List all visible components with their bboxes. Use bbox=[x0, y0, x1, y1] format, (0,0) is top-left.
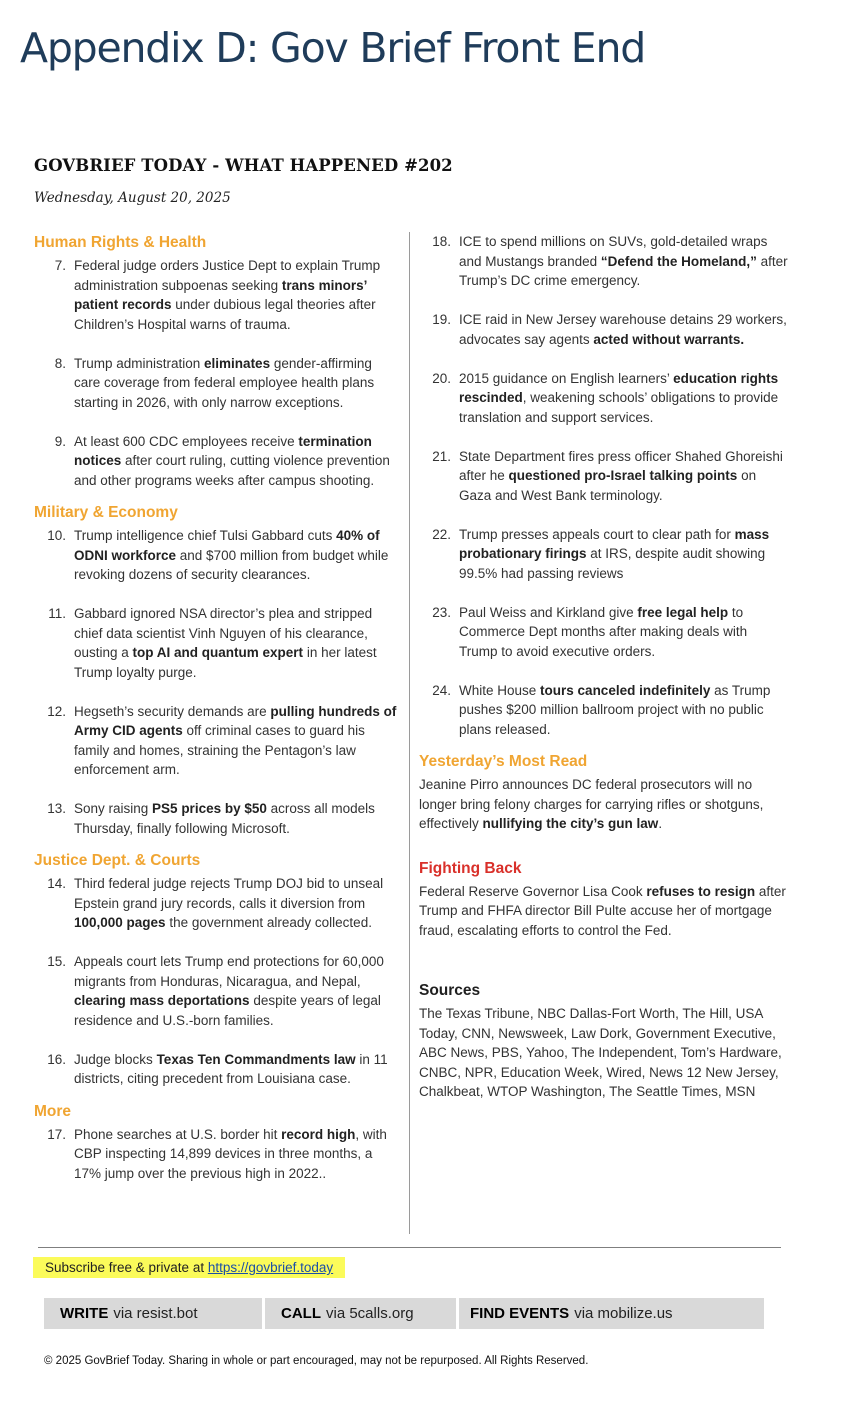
section-heading: Human Rights & Health bbox=[34, 234, 207, 251]
most-read-text: Jeanine Pirro announces DC federal prosecutors will no longer bring felony charges for carrying rifles or shotguns, effectively nullifying the city’s gun law. bbox=[419, 777, 764, 831]
news-item bbox=[34, 702, 400, 780]
right-column bbox=[419, 232, 789, 1102]
item-number: 9. bbox=[54, 433, 66, 449]
section-more bbox=[34, 1101, 400, 1184]
news-item bbox=[419, 310, 789, 349]
section-fighting-back bbox=[419, 858, 789, 941]
item-number: 22. bbox=[432, 526, 451, 542]
section-heading: Sources bbox=[419, 982, 481, 999]
item-text: ICE to spend millions on SUVs, gold-detailed wraps and Mustangs branded “Defend the Homeland,” after Trump’s DC crime emergency. bbox=[459, 234, 788, 288]
item-number: 16. bbox=[47, 1051, 66, 1067]
section-heading: More bbox=[34, 1102, 72, 1120]
item-text: Hegseth’s security demands are pulling hundreds of Army CID agents off criminal cases to guard his family and homes, straining the Pentagon’s law enforcement arm. bbox=[74, 703, 397, 777]
action-rest: via 5calls.org bbox=[326, 1305, 414, 1322]
item-text: Paul Weiss and Kirkland give free legal help to Commerce Dept months after making deals with Trump to avoid executive orders. bbox=[459, 604, 748, 659]
item-number: 20. bbox=[432, 370, 451, 386]
item-number: 10. bbox=[47, 528, 66, 543]
section-heading: Fighting Back bbox=[419, 859, 522, 877]
item-number: 12. bbox=[47, 703, 66, 719]
subscribe-link[interactable]: https://govbrief.today bbox=[207, 1260, 334, 1275]
section-heading: Military & Economy bbox=[34, 504, 178, 521]
news-item bbox=[419, 369, 789, 428]
news-item bbox=[34, 256, 400, 334]
action-bar bbox=[44, 1298, 764, 1329]
sources-text: The Texas Tribune, NBC Dallas-Fort Worth, The Hill, USA Today, CNN, Newsweek, Law Dork, Government Executive, ABC News, PBS, Yahoo, The Independent, Tom’s Hardware, CNBC, NPR, Education Week, Wired, News 12 New Jersey, Chalkbeat, WTOP Washington, The Seattle Times, MSN bbox=[419, 1006, 782, 1099]
item-text: White House tours canceled indefinitely as Trump pushes $200 million ballroom project with no public plans released. bbox=[459, 682, 771, 737]
item-text: Judge blocks Texas Ten Commandments law in 11 districts, citing precedent from Louisiana case. bbox=[74, 1051, 388, 1086]
item-number: 7. bbox=[54, 258, 66, 273]
item-text: Phone searches at U.S. border hit record high, with CBP inspecting 14,899 devices in three months, a 17% jump over the previous high in 2022.. bbox=[74, 1126, 387, 1181]
news-item bbox=[419, 603, 789, 662]
item-number: 14. bbox=[47, 876, 66, 891]
news-item bbox=[34, 874, 400, 933]
news-item bbox=[419, 681, 789, 740]
newsletter-date: Wednesday, August 20, 2025 bbox=[34, 190, 231, 206]
fighting-back-text: Federal Reserve Governor Lisa Cook refuses to resign after Trump and FHFA director Bill Pulte accuse her of mortgage fraud, escalating efforts to control the Fed. bbox=[419, 883, 786, 938]
news-item bbox=[34, 354, 400, 413]
item-number: 21. bbox=[432, 448, 451, 464]
call-action[interactable] bbox=[265, 1298, 456, 1329]
section-heading: Yesterday’s Most Read bbox=[419, 753, 588, 770]
news-item bbox=[34, 432, 400, 491]
item-number: 23. bbox=[432, 604, 451, 620]
action-verb: FIND EVENTS bbox=[470, 1305, 570, 1322]
section-heading: Justice Dept. & Courts bbox=[34, 852, 201, 869]
item-text: Trump administration eliminates gender-affirming care coverage from federal employee health plans starting in 2026, with only narrow exceptions. bbox=[74, 355, 375, 410]
item-number: 17. bbox=[47, 1126, 66, 1142]
item-text: Trump presses appeals court to clear path for mass probationary firings at IRS, despite audit showing 99.5% had passing reviews bbox=[459, 526, 770, 581]
action-rest: via mobilize.us bbox=[574, 1305, 673, 1322]
item-number: 13. bbox=[47, 801, 66, 816]
news-item bbox=[34, 604, 400, 682]
item-text: Sony raising PS5 prices by $50 across all models Thursday, finally following Microsoft. bbox=[74, 801, 375, 836]
item-text: Trump intelligence chief Tulsi Gabbard cuts 40% of ODNI workforce and $700 million from budget while revoking dozens of security clearances. bbox=[74, 528, 389, 582]
section-military bbox=[34, 502, 400, 838]
item-text: Third federal judge rejects Trump DOJ bid to unseal Epstein grand jury records, calls it diversion from 100,000 pages the government already collected. bbox=[74, 876, 384, 930]
left-column bbox=[34, 232, 400, 1183]
column-divider bbox=[409, 232, 410, 1234]
newsletter-title: GOVBRIEF TODAY - WHAT HAPPENED #202 bbox=[34, 156, 453, 175]
item-text: ICE raid in New Jersey warehouse detains 29 workers, advocates say agents acted without warrants. bbox=[459, 312, 787, 347]
news-item bbox=[419, 525, 789, 584]
item-number: 8. bbox=[54, 355, 66, 371]
news-item bbox=[34, 952, 400, 1030]
write-action[interactable] bbox=[44, 1298, 262, 1329]
item-number: 24. bbox=[432, 682, 451, 698]
find-events-action[interactable] bbox=[459, 1298, 764, 1329]
section-human-rights bbox=[34, 232, 400, 490]
copyright-footer: © 2025 GovBrief Today. Sharing in whole or part encouraged, may not be repurposed. All Rights Reserved. bbox=[44, 1355, 589, 1367]
item-text: Gabbard ignored NSA director’s plea and stripped chief data scientist Vinh Nguyen of his clearance, ousting a top AI and quantum expert in her latest Trump loyalty purge. bbox=[74, 606, 377, 680]
item-text: Appeals court lets Trump end protections for 60,000 migrants from Honduras, Nicaragua, and Nepal, clearing mass deportations despite years of legal residence and U.S.-born families. bbox=[74, 954, 384, 1028]
appendix-title: Appendix D: Gov Brief Front End bbox=[20, 24, 646, 72]
subscribe-text: Subscribe free & private at bbox=[45, 1260, 208, 1275]
action-verb: CALL bbox=[281, 1305, 321, 1322]
news-item bbox=[34, 526, 400, 585]
item-text: At least 600 CDC employees receive termination notices after court ruling, cutting violence prevention and other programs weeks after campus shooting. bbox=[74, 433, 390, 488]
item-number: 15. bbox=[47, 954, 66, 969]
item-text: Federal judge orders Justice Dept to explain Trump administration subpoenas seeking trans minors’ patient records under dubious legal theories after Children’s Hospital warns of trauma. bbox=[74, 258, 381, 332]
action-rest: via resist.bot bbox=[113, 1305, 198, 1322]
news-item bbox=[34, 1050, 400, 1089]
item-number: 19. bbox=[432, 312, 451, 327]
item-number: 11. bbox=[48, 606, 66, 621]
subscribe-banner bbox=[33, 1257, 345, 1278]
item-text: 2015 guidance on English learners’ education rights rescinded, weakening schools’ obligations to provide translation and support services. bbox=[459, 370, 779, 425]
section-most-read bbox=[419, 751, 789, 834]
news-item bbox=[34, 799, 400, 838]
footer-divider bbox=[38, 1247, 781, 1248]
item-text: State Department fires press officer Shahed Ghoreishi after he questioned pro-Israel talking points on Gaza and West Bank terminology. bbox=[459, 448, 783, 503]
news-item bbox=[34, 1125, 400, 1184]
section-sources bbox=[419, 980, 789, 1102]
item-number: 18. bbox=[432, 234, 451, 249]
news-item bbox=[419, 232, 789, 291]
section-justice bbox=[34, 850, 400, 1089]
news-item bbox=[419, 447, 789, 506]
action-verb: WRITE bbox=[60, 1305, 109, 1322]
